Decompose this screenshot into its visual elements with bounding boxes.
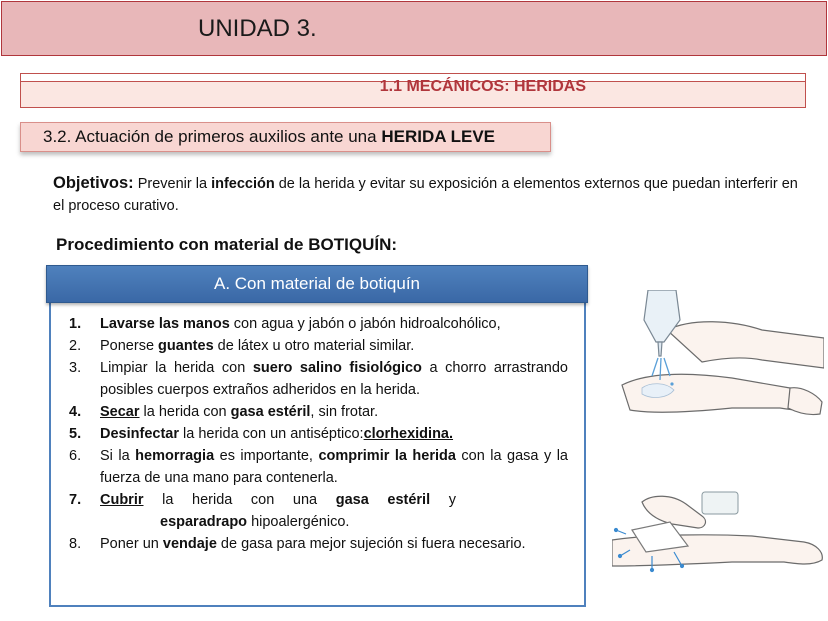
list-item xyxy=(66,423,568,445)
steps-list xyxy=(66,313,568,555)
step-text: con la gasa y la fuerza de una mano para contenerla. xyxy=(100,448,568,486)
step-number: 1. xyxy=(69,316,82,332)
step-text: la herida con una xyxy=(143,492,336,508)
step-underline: clorhexidina. xyxy=(363,426,454,442)
wound-rinsing-illustration xyxy=(612,290,824,440)
step-text: con agua y jabón o jabón hidroalcohólico, xyxy=(229,316,501,332)
step-text: la herida con un antiséptico: xyxy=(178,426,364,442)
list-item xyxy=(66,335,568,357)
step-text: Si la xyxy=(100,448,136,464)
saline-bottle xyxy=(644,290,680,356)
subsection-title xyxy=(20,122,551,152)
step-bold: Desinfectar xyxy=(100,426,179,442)
step-number: 5. xyxy=(69,426,82,442)
steps-box-header: A. Con material de botiquín xyxy=(46,265,588,303)
hand-shape xyxy=(788,388,822,415)
step-text: Poner un xyxy=(100,536,163,552)
step-text: Ponerse xyxy=(100,338,159,354)
step-number: 6. xyxy=(69,448,82,464)
step-text: la herida con xyxy=(139,404,231,420)
step-bold: Lavarse las manos xyxy=(100,316,230,332)
step-bold: comprimir la herida xyxy=(318,448,456,464)
step-number: 3. xyxy=(69,360,82,376)
step-bold: hemorragia xyxy=(135,448,215,464)
step-bold: guantes xyxy=(158,338,214,354)
step-bold: gasa estéril xyxy=(230,404,311,420)
objectives-bold: infección xyxy=(211,176,275,192)
step-bold: gasa estéril xyxy=(335,492,431,508)
step-text: hipoalergénico. xyxy=(247,514,350,530)
step-text: de látex u otro material similar. xyxy=(213,338,415,354)
step-text: Limpiar la herida con xyxy=(100,360,253,376)
step-bold: suero salino fisiológico xyxy=(252,360,422,376)
step-number: 7. xyxy=(69,492,82,508)
list-item xyxy=(66,313,568,335)
list-item xyxy=(66,511,568,533)
objectives-paragraph xyxy=(53,172,803,217)
list-item xyxy=(66,533,568,555)
upper-arm-shape xyxy=(667,322,824,368)
step-continuation xyxy=(100,511,568,533)
section-title: 1.1 MECÁNICOS: HERIDAS xyxy=(379,78,586,95)
step-text: y xyxy=(430,492,456,508)
page-title: UNIDAD 3. xyxy=(198,15,317,42)
step-underline: Cubrir xyxy=(100,492,144,508)
step-text: a chorro arrastrando posibles cuerpos extraños adheridos en la herida. xyxy=(100,360,568,398)
procedure-title: Procedimiento con material de BOTIQUÍN: xyxy=(56,235,398,254)
wound-covering-illustration xyxy=(612,490,824,585)
section-banner xyxy=(20,73,806,108)
list-item xyxy=(66,401,568,423)
list-item xyxy=(66,445,568,489)
subsection-highlight: HERIDA LEVE xyxy=(381,127,495,146)
step-underline: Secar xyxy=(100,404,140,420)
helping-hand-shape xyxy=(642,496,705,528)
step-bold: esparadrapo xyxy=(160,514,248,530)
list-item xyxy=(66,489,456,511)
step-text: de gasa para mejor sujeción si fuera necesario. xyxy=(216,536,526,552)
step-number: 2. xyxy=(69,338,82,354)
step-text: es importante, xyxy=(214,448,319,464)
objectives-label: Objetivos: xyxy=(53,174,134,192)
step-number: 4. xyxy=(69,404,82,420)
step-text: , sin frotar. xyxy=(310,404,379,420)
title-bar xyxy=(1,1,827,56)
objectives-text: de la herida y evitar su exposición a elementos externos que puedan interferir en el proceso curativo. xyxy=(53,176,798,214)
objectives-text: Prevenir la xyxy=(133,176,212,192)
list-item xyxy=(66,357,568,401)
step-number: 8. xyxy=(69,536,82,552)
subsection-prefix: 3.2. Actuación de primeros auxilios ante una xyxy=(43,127,382,146)
bandage-cuff xyxy=(702,492,738,514)
step-bold: vendaje xyxy=(162,536,217,552)
